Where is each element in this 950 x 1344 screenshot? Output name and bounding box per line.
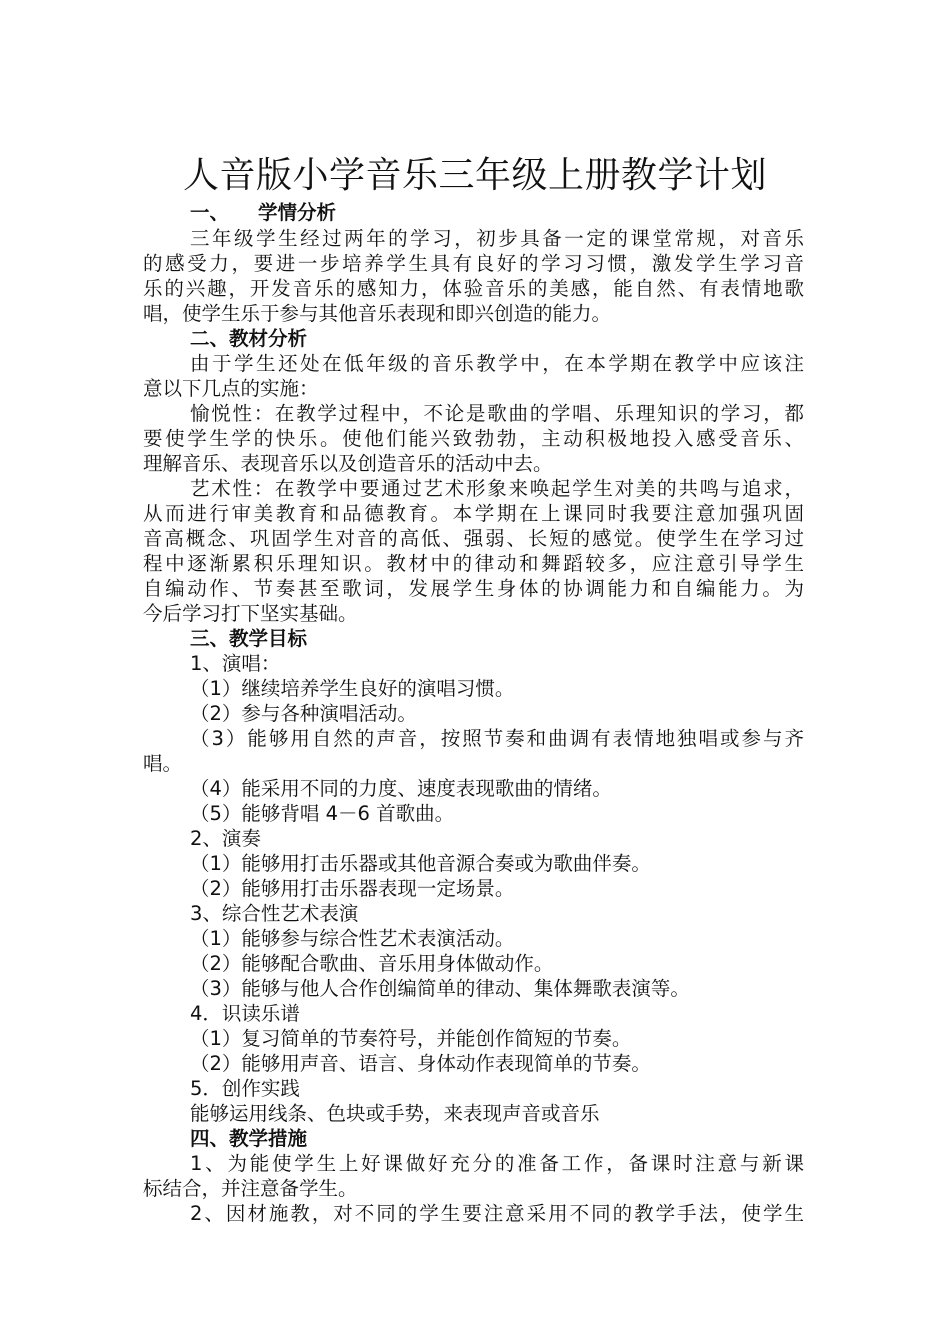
goal-heading: 4．识读乐谱 — [190, 1002, 300, 1025]
goal-item: （1）继续培养学生良好的演唱习惯。 — [190, 677, 515, 700]
section-1-heading: 学情分析 — [258, 201, 337, 224]
goal-item: （2）能够用声音、语言、身体动作表现简单的节奏。 — [190, 1052, 651, 1075]
goal-heading: 5．创作实践 — [190, 1077, 300, 1100]
paragraph-line: 艺术性：在教学中要通过艺术形象来唤起学生对美的共鸣与追求， — [190, 477, 804, 500]
paragraph-line: 标结合，并注意备学生。 — [143, 1177, 358, 1200]
paragraph-line: 的感受力，要进一步培养学生具有良好的学习习惯，激发学生学习音 — [143, 252, 804, 275]
goal-item: （2）参与各种演唱活动。 — [190, 702, 417, 725]
paragraph-line: 意以下几点的实施： — [143, 377, 319, 400]
paragraph-line: 理解音乐、表现音乐以及创造音乐的活动中去。 — [143, 452, 553, 475]
goal-item: （2）能够用打击乐器表现一定场景。 — [190, 877, 515, 900]
paragraph-line: 1、为能使学生上好课做好充分的准备工作，备课时注意与新课 — [190, 1152, 804, 1175]
goal-item: 能够运用线条、色块或手势，来表现声音或音乐 — [190, 1102, 600, 1125]
paragraph-line: 音高概念、巩固学生对音的高低、强弱、长短的感觉。使学生在学习过 — [143, 527, 804, 550]
goal-item: （3）能够用自然的声音，按照节奏和曲调有表情地独唱或参与齐 — [190, 727, 804, 750]
goal-item: （1）能够用打击乐器或其他音源合奏或为歌曲伴奏。 — [190, 852, 651, 875]
goal-item: （1）能够参与综合性艺术表演活动。 — [190, 927, 515, 950]
paragraph-line: 要使学生学的快乐。使他们能兴致勃勃，主动积极地投入感受音乐、 — [143, 427, 804, 450]
goal-heading: 3、综合性艺术表演 — [190, 902, 359, 925]
paragraph-line: 今后学习打下坚实基础。 — [143, 602, 358, 625]
paragraph-line: 从而进行审美教育和品德教育。本学期在上课同时我要注意加强巩固 — [143, 502, 804, 525]
goal-item: （4）能采用不同的力度、速度表现歌曲的情绪。 — [190, 777, 612, 800]
section-3-heading: 三、教学目标 — [190, 627, 308, 650]
goal-item: （1）复习简单的节奏符号，并能创作简短的节奏。 — [190, 1027, 632, 1050]
goal-item: （5）能够背唱 4－6 首歌曲。 — [190, 802, 455, 825]
goal-item: （2）能够配合歌曲、音乐用身体做动作。 — [190, 952, 554, 975]
paragraph-line: 乐的兴趣，开发音乐的感知力，体验音乐的美感，能自然、有表情地歌 — [143, 277, 804, 300]
goal-heading: 1、演唱： — [190, 652, 281, 675]
section-2-heading: 二、教材分析 — [190, 327, 308, 350]
paragraph-line: 程中逐渐累积乐理知识。教材中的律动和舞蹈较多，应注意引导学生 — [143, 552, 804, 575]
paragraph-line: 2、因材施教，对不同的学生要注意采用不同的教学手法，使学生 — [190, 1202, 804, 1225]
page-title: 人音版小学音乐三年级上册教学计划 — [182, 155, 767, 196]
goal-item: 唱。 — [143, 752, 183, 775]
goal-heading: 2、演奏 — [190, 827, 261, 850]
section-1-number: 一、 — [190, 201, 230, 224]
paragraph-line: 自编动作、节奏甚至歌词，发展学生身体的协调能力和自编能力。为 — [143, 577, 804, 600]
paragraph-line: 愉悦性：在教学过程中，不论是歌曲的学唱、乐理知识的学习，都 — [190, 402, 804, 425]
paragraph-line: 由于学生还处在低年级的音乐教学中，在本学期在教学中应该注 — [190, 352, 804, 375]
paragraph-line: 三年级学生经过两年的学习，初步具备一定的课堂常规，对音乐 — [190, 227, 804, 250]
paragraph-line: 唱，使学生乐于参与其他音乐表现和即兴创造的能力。 — [143, 302, 612, 325]
goal-item: （3）能够与他人合作创编简单的律动、集体舞歌表演等。 — [190, 977, 690, 1000]
section-4-heading: 四、教学措施 — [190, 1127, 308, 1150]
